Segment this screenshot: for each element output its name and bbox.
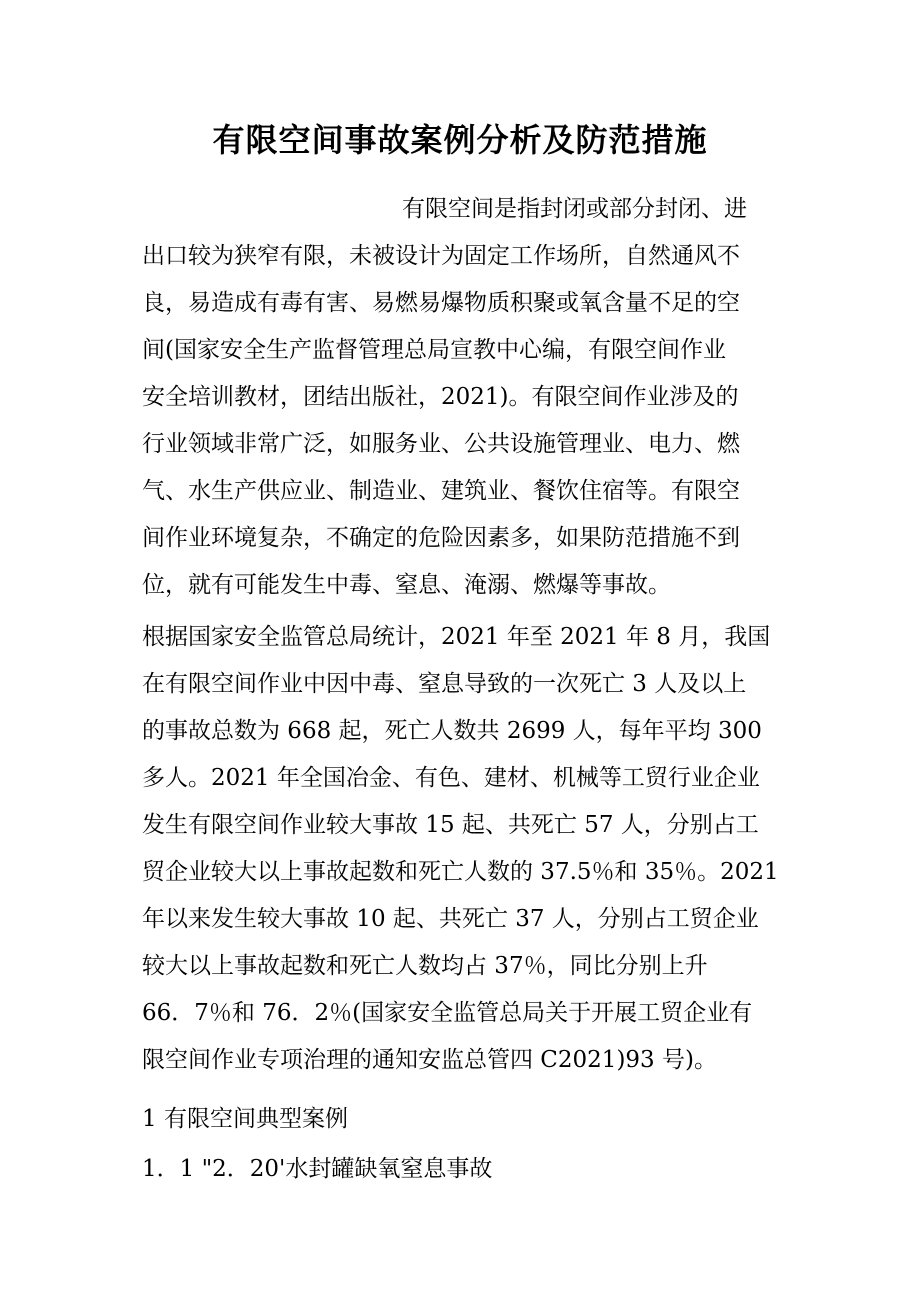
body-line-11: 在有限空间作业中因中毒、窒息导致的一次死亡 3 人及以上 bbox=[142, 671, 747, 697]
body-line-14: 发生有限空间作业较大事故 15 起、共死亡 57 人，分别占工 bbox=[142, 812, 759, 838]
body-line-8: 间作业环境复杂，不确定的危险因素多，如果防范措施不到 bbox=[142, 525, 740, 551]
body-line-5: 安全培训教材，团结出版社，2021)。有限空间作业涉及的 bbox=[142, 384, 739, 410]
document-title: 有限空间事故案例分析及防范措施 bbox=[212, 121, 708, 159]
body-line-16: 年以来发生较大事故 10 起、共死亡 37 人，分别占工贸企业 bbox=[142, 906, 759, 932]
body-line-9: 位，就有可能发生中毒、窒息、淹溺、燃爆等事故。 bbox=[142, 572, 671, 598]
body-line-17: 较大以上事故起数和死亡人数均占 37％，同比分别上升 bbox=[142, 953, 708, 979]
body-line-4: 间(国家安全生产监督管理总局宣教中心编，有限空间作业 bbox=[142, 337, 726, 363]
body-line-10: 根据国家安全监管总局统计，2021 年至 2021 年 8 月，我国 bbox=[142, 624, 771, 650]
body-line-1: 有限空间是指封闭或部分封闭、进 bbox=[402, 196, 747, 222]
body-line-7: 气、水生产供应业、制造业、建筑业、餐饮住宿等。有限空 bbox=[142, 478, 740, 504]
body-line-15: 贸企业较大以上事故起数和死亡人数的 37.5％和 35％。2021 bbox=[142, 859, 779, 885]
subsection-heading: 1．1 "2．20'水封罐缺氧窒息事故 bbox=[142, 1156, 493, 1182]
body-line-3: 良，易造成有毒有害、易燃易爆物质积聚或氧含量不足的空 bbox=[142, 290, 740, 316]
body-line-2: 出口较为狭窄有限，未被设计为固定工作场所，自然通风不 bbox=[142, 243, 740, 269]
body-line-6: 行业领域非常广泛，如服务业、公共设施管理业、电力、燃 bbox=[142, 431, 740, 457]
body-line-19: 限空间作业专项治理的通知安监总管四 C2021)93 号)。 bbox=[142, 1047, 717, 1073]
section-heading: 1 有限空间典型案例 bbox=[142, 1106, 348, 1132]
body-line-18: 66．7％和 76．2％(国家安全监管总局关于开展工贸企业有 bbox=[142, 1000, 753, 1026]
body-line-13: 多人。2021 年全国冶金、有色、建材、机械等工贸行业企业 bbox=[142, 765, 760, 791]
body-line-12: 的事故总数为 668 起，死亡人数共 2699 人，每年平均 300 bbox=[142, 718, 762, 744]
